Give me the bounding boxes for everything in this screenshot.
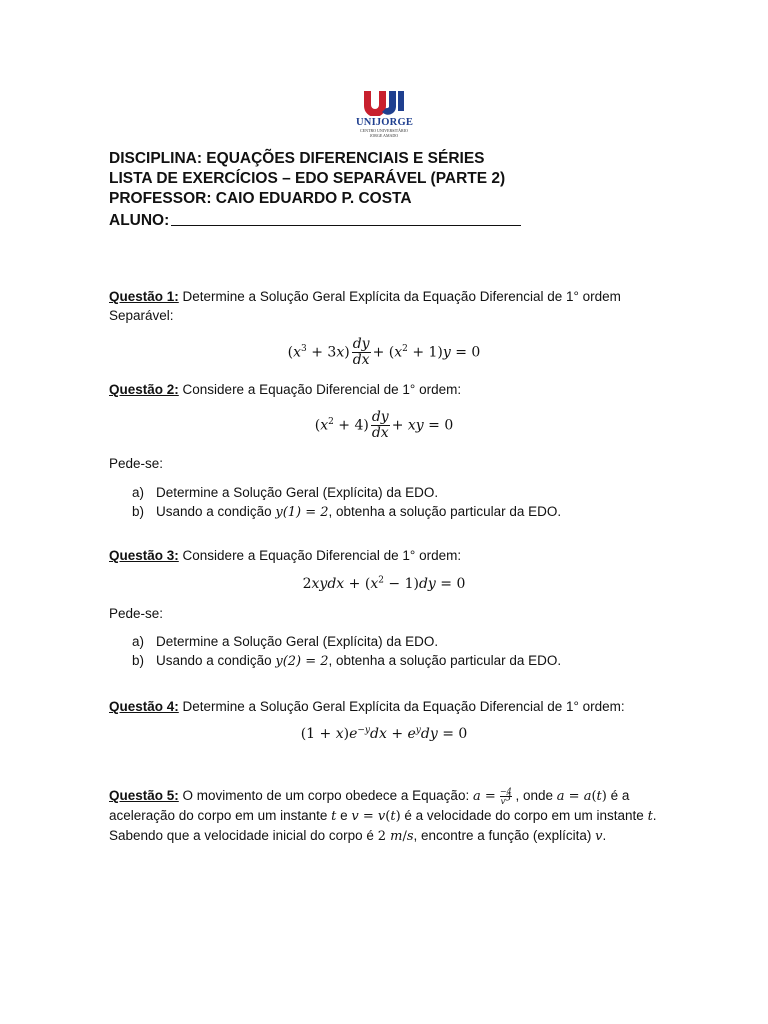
question-2: [109, 380, 669, 399]
question-1-label: Questão 1:: [109, 289, 179, 304]
question-3-pede: Pede-se:: [109, 606, 164, 621]
question-2-label: Questão 2:: [109, 382, 179, 397]
equation-1: $(x^3 + 3x)$ $\frac{dy}{dx}$ + $(x^2 + 1)y = 0$: [287, 336, 481, 368]
question-4-text: Determine a Solução Geral Explícita da Equação Diferencial de 1° ordem:: [178, 699, 625, 714]
question-4-label: Questão 4:: [109, 699, 179, 714]
question-2-items: [132, 483, 561, 522]
student-line: [109, 209, 629, 231]
question-3-text: Considere a Equação Diferencial de 1° ordem:: [178, 548, 462, 563]
logo-brand: UNIJORGE: [356, 117, 414, 128]
list-title: LISTA DE EXERCÍCIOS – EDO SEPARÁVEL (PARTE 2): [109, 170, 506, 187]
equation-2: $(x^2 + 4)$ $\frac{dy}{dx}$ + xy = 0: [314, 409, 454, 441]
logo-subtitle-1: CENTRO UNIVERSITÁRIO: [360, 128, 408, 133]
logo-subtitle-2: JORGE AMADO: [369, 133, 399, 138]
condition: y(2) = 2: [275, 654, 329, 669]
list-item: a) Determine a Solução Geral (Explícita) da EDO.: [132, 485, 439, 500]
question-5-label: Questão 5:: [109, 788, 179, 803]
document-header: [109, 149, 629, 231]
professor-name: PROFESSOR: CAIO EDUARDO P. COSTA: [109, 190, 412, 207]
list-item: a) Determine a Solução Geral (Explícita) da EDO.: [132, 634, 439, 649]
question-3: [109, 546, 669, 565]
question-3-items: [132, 632, 561, 671]
unijorge-logo: [356, 90, 412, 148]
question-4: [109, 697, 669, 716]
list-item: b) Usando a condição y(2) = 2, obtenha a solução particular da EDO.: [132, 653, 562, 669]
course-title: DISCIPLINA: EQUAÇÕES DIFERENCIAIS E SÉRIES: [109, 150, 485, 167]
equation-3: 2xydx + $(x^2 - 1)dy = 0$: [302, 575, 466, 592]
question-2-text: Considere a Equação Diferencial de 1° ordem:: [178, 382, 462, 397]
question-1: [109, 287, 669, 325]
question-2-pede: Pede-se:: [109, 456, 164, 471]
student-name-blank: [171, 209, 521, 226]
unijorge-logo-mark: [362, 90, 406, 116]
question-1-text: Determine a Solução Geral Explícita da Equação Diferencial de 1° ordem Separável:: [109, 289, 621, 323]
acceleration-fraction: $\frac{-4}{v^3}$: [499, 786, 512, 806]
list-item: b) Usando a condição y(1) = 2, obtenha a solução particular da EDO.: [132, 504, 562, 520]
student-label: ALUNO:: [109, 212, 170, 229]
condition: y(1) = 2: [275, 505, 329, 520]
question-5: Questão 5: O movimento de um corpo obedece a Equação: a = $\frac{-4}{v^3}$ , onde a = a(t) é a aceleração do corpo em um instante t e v = v(t) é a velocidade do corpo em um instante t. Sabendo que a velocidade inicial do corpo é 2 m/s, encontre a função (explícita) v.: [109, 786, 657, 844]
question-3-label: Questão 3:: [109, 548, 179, 563]
equation-4: $(1 + x)e^{-y}dx + e^ydy = 0$: [300, 725, 468, 742]
